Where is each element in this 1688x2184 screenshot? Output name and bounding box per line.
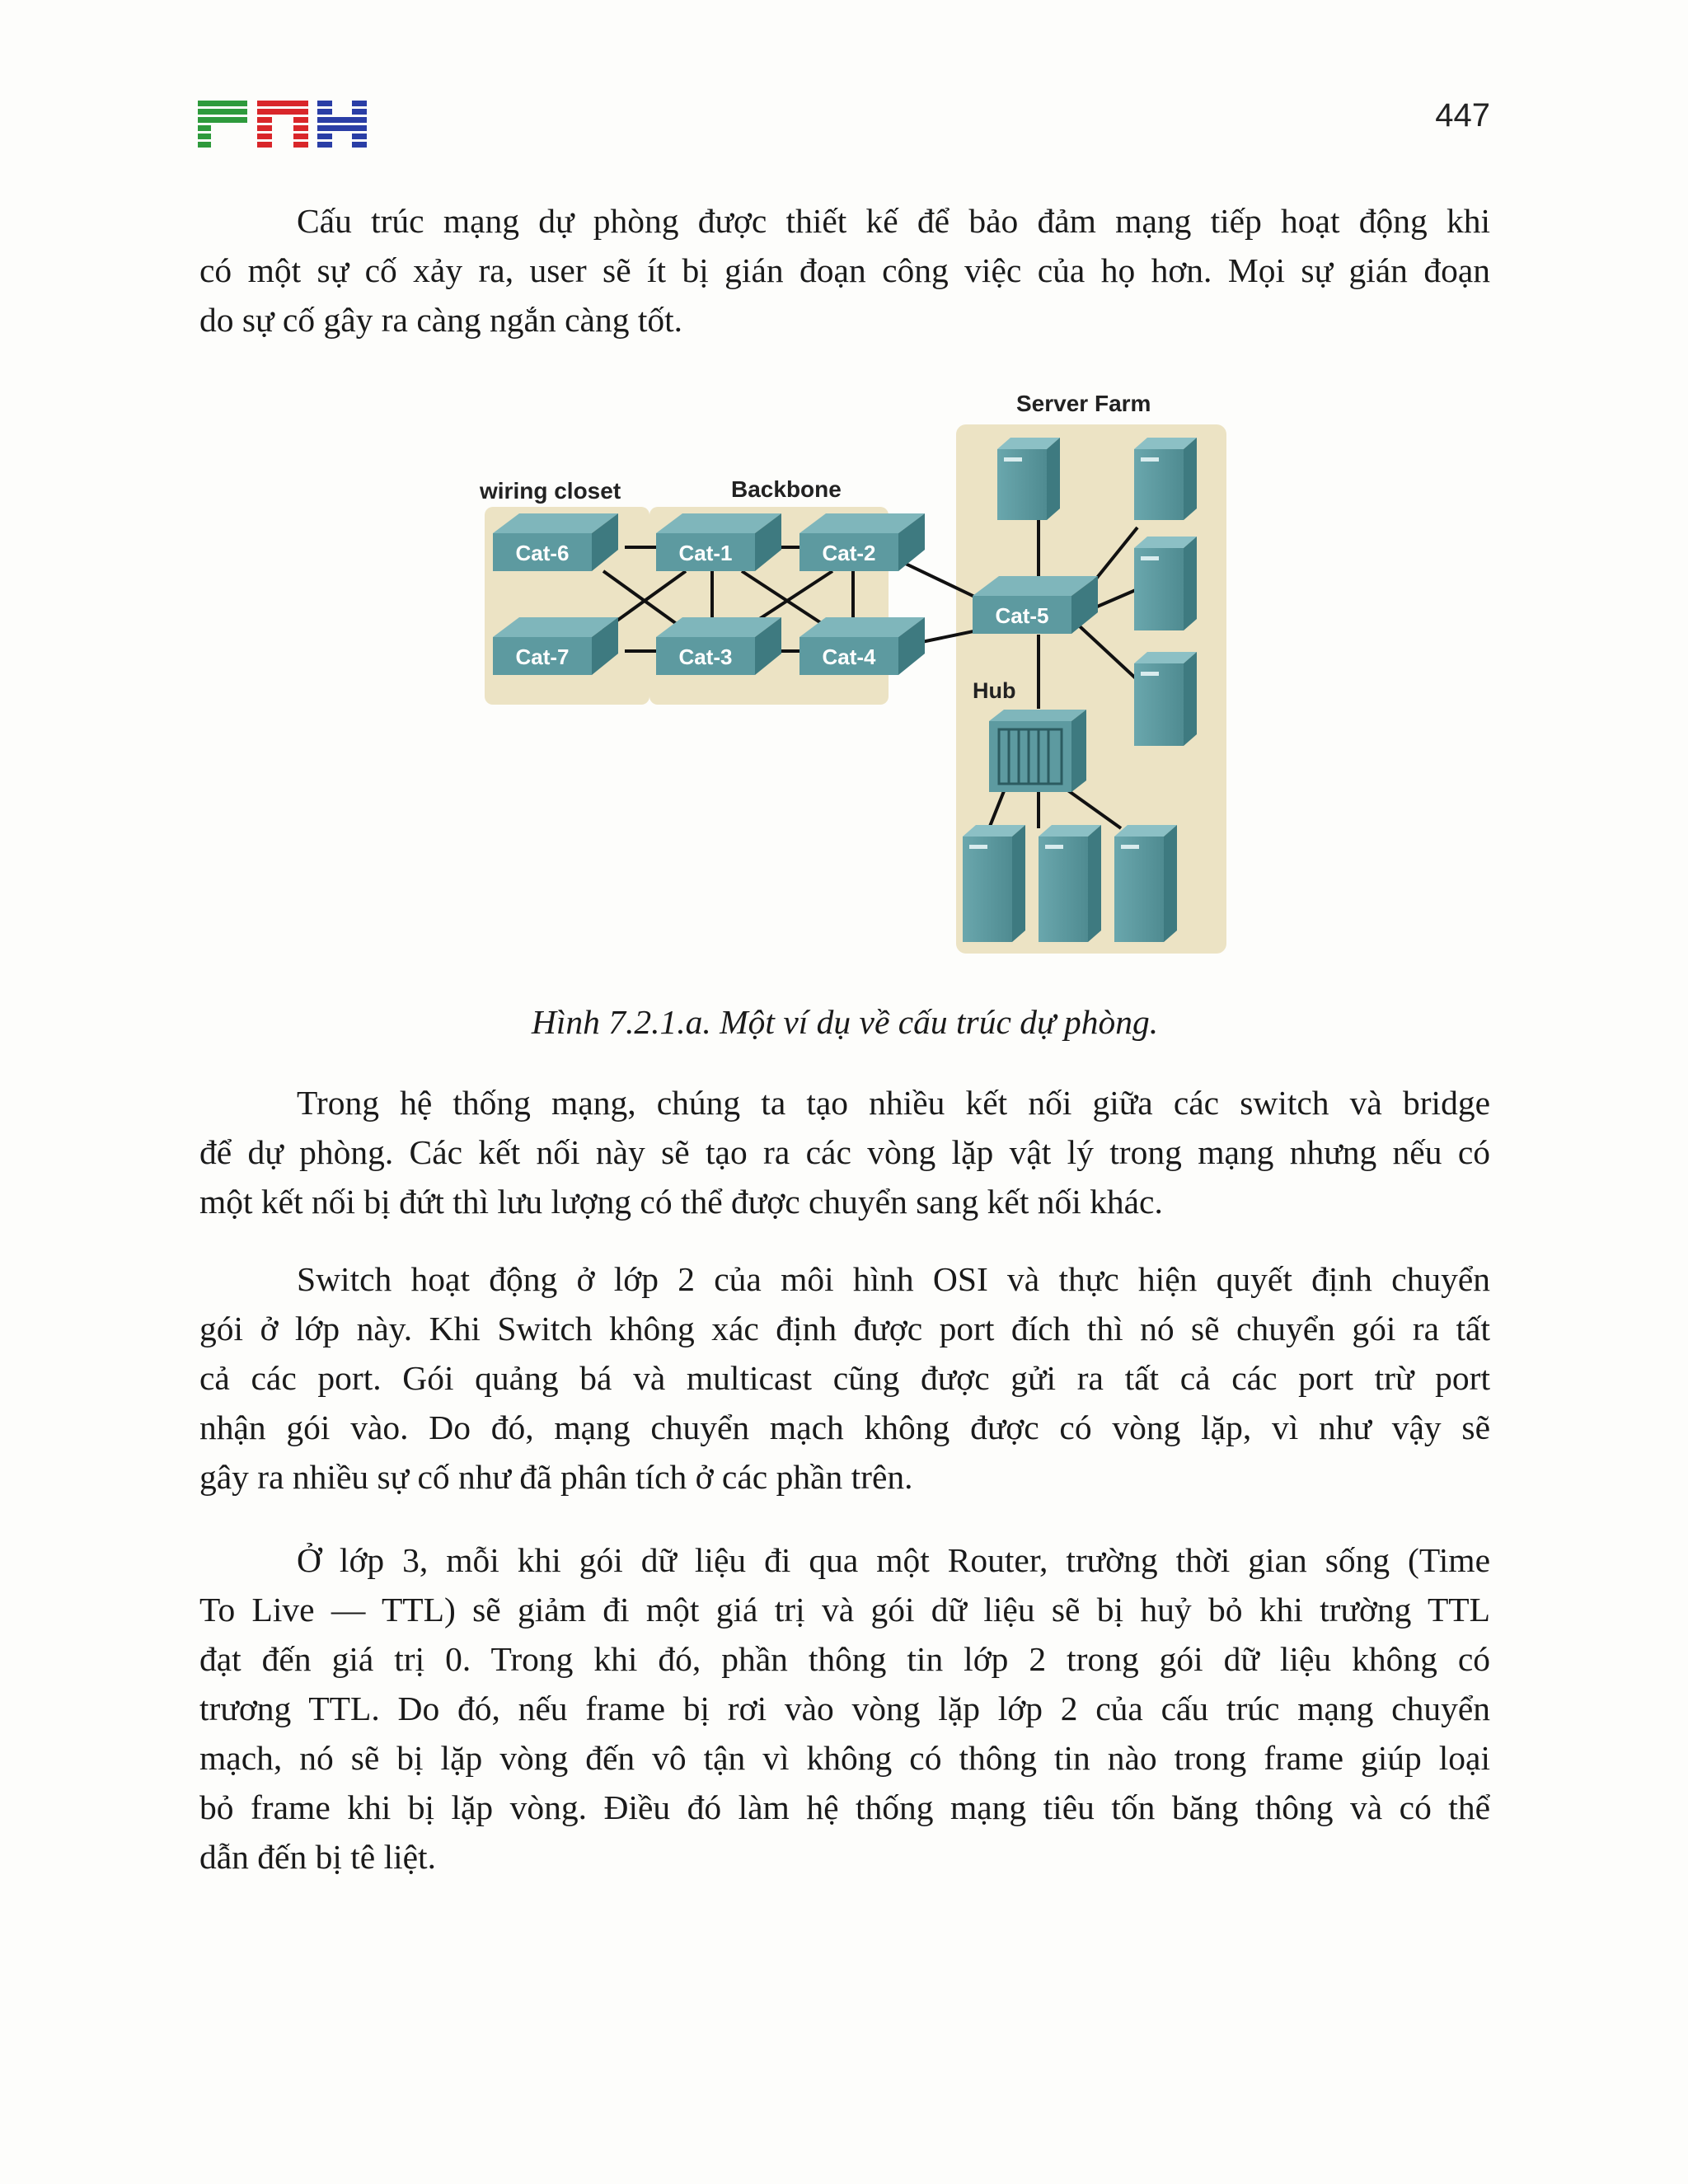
switch-label: Cat-1 — [678, 541, 733, 565]
paragraph-line: bỏ frame khi bị lặp vòng. Điều đó làm hệ thống mạng tiêu tốn băng thông và có thể — [199, 1788, 1490, 1826]
paragraph-line: gây ra nhiều sự cố như đã phân tích ở các phần trên. — [199, 1458, 913, 1496]
switch-cat-7 — [493, 617, 618, 675]
switch-cat-3 — [656, 617, 781, 675]
switch-label: Cat-6 — [515, 541, 570, 565]
paragraph-line: nhận gói vào. Do đó, mạng chuyển mạch không được có vòng lặp, vì như vậy sẽ — [199, 1408, 1490, 1446]
paragraph-line: gói ở lớp này. Khi Switch không xác định được port đích thì nó sẽ chuyển gói ra tất — [199, 1310, 1490, 1347]
server-tower — [1114, 825, 1177, 942]
switch-label: Cat-7 — [515, 644, 570, 669]
paragraph-line: Ở lớp 3, mỗi khi gói dữ liệu đi qua một Router, trường thời gian sống (Time — [297, 1541, 1490, 1579]
paragraph-line: mạch, nó sẽ bị lặp vòng đến vô tận vì không có thông tin nào trong frame giúp loại — [199, 1739, 1490, 1777]
switch-cat-1 — [656, 513, 781, 571]
paragraph-line: cả các port. Gói quảng bá và multicast cũng được gửi ra tất cả các port trừ port — [199, 1359, 1490, 1397]
switch-cat-4 — [799, 617, 925, 675]
switch-cat-6 — [493, 513, 618, 571]
paragraph-line: trương TTL. Do đó, nếu frame bị rơi vào vòng lặp lớp 2 của cấu trúc mạng chuyển — [199, 1690, 1490, 1727]
server-tower — [1134, 438, 1197, 520]
hub-label: Hub — [973, 678, 1016, 703]
switch-label: Cat-3 — [678, 644, 733, 669]
paragraph-line: Trong hệ thống mạng, chúng ta tạo nhiều kết nối giữa các switch và bridge — [297, 1084, 1490, 1122]
paragraph-line: để dự phòng. Các kết nối này sẽ tạo ra các vòng lặp vật lý trong mạng nhưng nếu có — [199, 1133, 1490, 1171]
server-tower — [997, 438, 1060, 520]
hub-device — [989, 710, 1086, 792]
backbone-label: Backbone — [731, 476, 842, 502]
paragraph-switch-layer2 — [199, 1254, 1490, 1502]
paragraph-redundancy — [199, 1078, 1490, 1226]
server-tower — [963, 825, 1025, 942]
server-tower — [1039, 825, 1101, 942]
paragraph-ttl — [199, 1535, 1490, 1882]
page-number: 447 — [1435, 97, 1490, 134]
switch-label: Cat-5 — [995, 603, 1049, 628]
pnh-logo — [198, 101, 367, 148]
paragraph-line: do sự cố gây ra càng ngắn càng tốt. — [199, 301, 683, 339]
paragraph-line: Cấu trúc mạng dự phòng được thiết kế để bảo đảm mạng tiếp hoạt động khi — [297, 202, 1490, 240]
network-diagram — [470, 383, 1228, 960]
paragraph-line: To Live — TTL) sẽ giảm đi một giá trị và gói dữ liệu sẽ bị huỷ bỏ khi trường TTL — [199, 1591, 1490, 1629]
server-farm-label: Server Farm — [1016, 391, 1151, 416]
switch-cat-2 — [799, 513, 925, 571]
server-tower — [1134, 652, 1197, 746]
paragraph-line: đạt đến giá trị 0. Trong khi đó, phần thông tin lớp 2 trong gói dữ liệu không có — [199, 1640, 1490, 1678]
paragraph-line: có một sự cố xảy ra, user sẽ ít bị gián đoạn công việc của họ hơn. Mọi sự gián đoạn — [199, 251, 1490, 289]
paragraph-line: dẫn đến bị tê liệt. — [199, 1838, 436, 1876]
figure-caption: Hình 7.2.1.a. Một ví dụ về cấu trúc dự phòng. — [531, 1003, 1159, 1041]
paragraph-line: Switch hoạt động ở lớp 2 của môi hình OSI và thực hiện quyết định chuyển — [297, 1260, 1490, 1298]
switch-cat-5 — [973, 576, 1098, 634]
wiring-closet-label: wiring closet — [480, 478, 621, 504]
switch-label: Cat-4 — [822, 644, 876, 669]
paragraph-line: một kết nối bị đứt thì lưu lượng có thể được chuyển sang kết nối khác. — [199, 1183, 1163, 1221]
paragraph-intro — [199, 196, 1490, 344]
switch-label: Cat-2 — [822, 541, 876, 565]
server-tower — [1134, 537, 1197, 630]
